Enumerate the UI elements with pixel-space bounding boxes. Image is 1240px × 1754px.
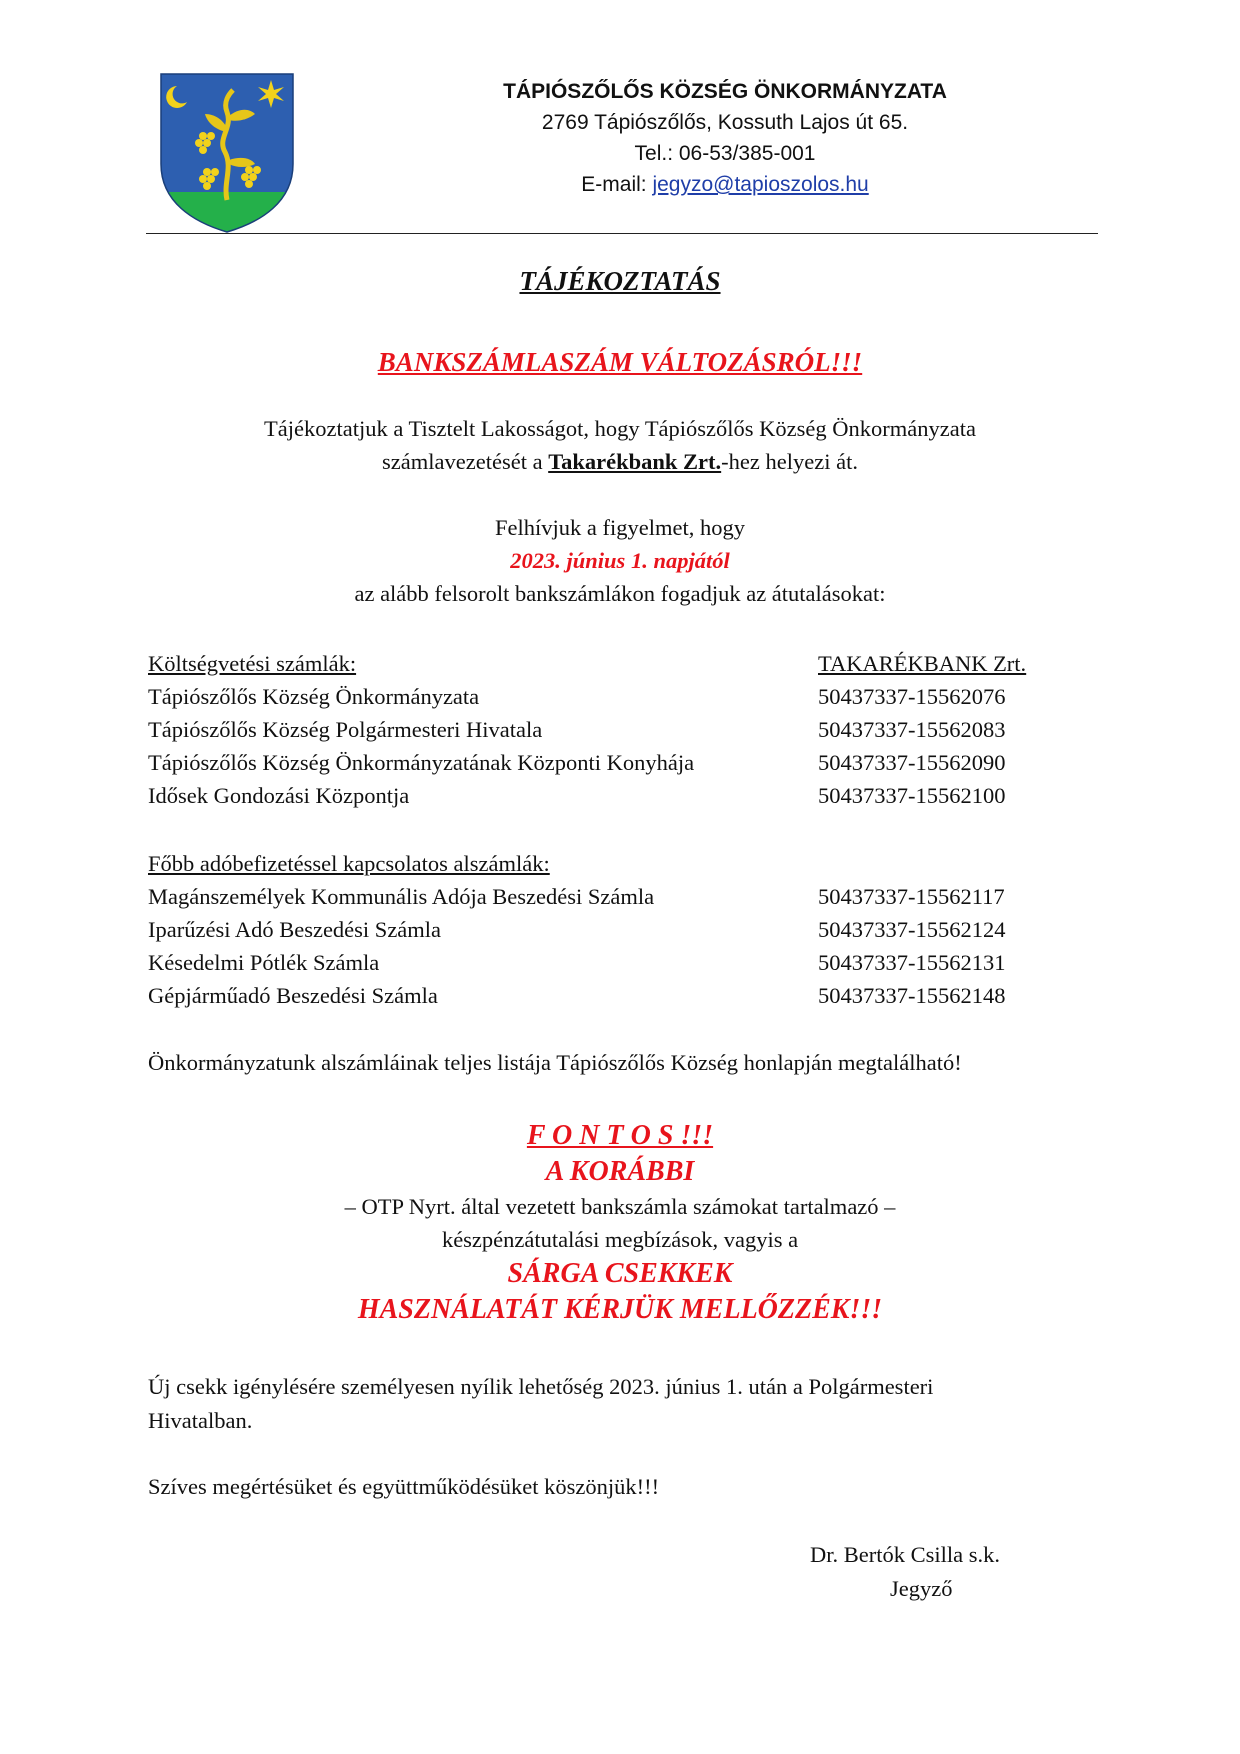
header-divider [146,233,1098,234]
table-row [148,913,1108,946]
letterhead [460,76,990,200]
org-name: TÁPIÓSZŐLŐS KÖZSÉG ÖNKORMÁNYZATA [503,80,947,103]
important-line-4: készpénzátutalási megbízások, vagyis a [441,1227,799,1252]
new-check-line-1: Új csekk igénylésére személyesen nyílik lehetőség 2023. június 1. után a Polgármesteri [148,1374,934,1399]
full-list-note: Önkormányzatunk alszámláinak teljes listája Tápiószőlős Község honlapján megtalálható! [148,1050,962,1075]
org-address: 2769 Tápiószőlős, Kossuth Lajos út 65. [541,111,909,134]
table-header-row [148,647,1108,680]
account-name: Tápiószőlős Község Polgármesteri Hivatala [148,717,543,742]
account-number: 50437337-15562131 [818,950,1006,975]
account-number: 50437337-15562148 [818,983,1006,1008]
account-number: 50437337-15562117 [818,884,1005,909]
budget-accounts-table [148,647,1108,812]
page-subtitle: BANKSZÁMLASZÁM VÁLTOZÁSRÓL!!! [377,347,863,377]
intro-line-2-pre: számlavezetését a [382,449,549,474]
intro-paragraph [0,412,1240,478]
effective-date: 2023. június 1. napjától [510,548,730,573]
account-number: 50437337-15562076 [818,684,1006,709]
table-row [148,880,1108,913]
important-notice [0,1118,1240,1328]
signature-block [810,1538,1050,1606]
account-name: Tápiószőlős Község Önkormányzatának Központi Konyhája [148,750,695,775]
account-number: 50437337-15562090 [818,750,1006,775]
account-number: 50437337-15562100 [818,783,1006,808]
notice-line-1: Felhívjuk a figyelmet, hogy [495,515,745,540]
avoid-heading: HASZNÁLATÁT KÉRJÜK MELLŐZZÉK!!! [357,1294,883,1325]
table-row [148,979,1108,1012]
important-line-3: – OTP Nyrt. által vezetett bankszámla számokat tartalmazó – [344,1194,896,1219]
new-check-line-2: Hivatalban. [148,1408,253,1433]
account-number: 50437337-15562124 [818,917,1006,942]
org-phone: Tel.: 06-53/385-001 [634,142,816,165]
tax-accounts-heading: Főbb adóbefizetéssel kapcsolatos alszámlák: [148,851,550,876]
account-name: Magánszemélyek Kommunális Adója Beszedési Számla [148,884,655,909]
table-row [148,713,1108,746]
signer-role: Jegyző [890,1576,953,1601]
important-heading: F O N T O S !!! [526,1120,714,1151]
earlier-heading: A KORÁBBI [545,1156,695,1187]
table-row [148,680,1108,713]
bank-column-heading: TAKARÉKBANK Zrt. [818,651,1027,676]
notice-paragraph [0,511,1240,610]
email-label: E-mail: [581,173,653,196]
account-name: Tápiószőlős Község Önkormányzata [148,684,480,709]
org-email-line [460,169,990,200]
intro-line-2 [0,445,1240,478]
table-row [148,946,1108,979]
account-name: Késedelmi Pótlék Számla [148,950,380,975]
account-name: Iparűzési Adó Beszedési Számla [148,917,442,942]
tax-accounts-table [148,847,1108,1012]
notice-line-3: az alább felsorolt bankszámlákon fogadjuk az átutalásokat: [354,581,886,606]
signer-name: Dr. Bertók Csilla s.k. [810,1542,1000,1567]
account-name: Idősek Gondozási Központja [148,783,410,808]
table-row [148,779,1108,812]
yellow-checks-heading: SÁRGA CSEKKEK [507,1258,733,1289]
thanks-line: Szíves megértésüket és együttműködésüket köszönjük!!! [148,1474,660,1499]
table-row [148,746,1108,779]
table-header-row [148,847,1108,880]
email-link[interactable]: jegyzo@tapioszolos.hu [652,173,869,196]
account-name: Gépjárműadó Beszedési Számla [148,983,438,1008]
new-check-paragraph [148,1370,1098,1438]
page-title: TÁJÉKOZTATÁS [519,266,721,296]
intro-line-1: Tájékoztatjuk a Tisztelt Lakosságot, hogy Tápiószőlős Község Önkormányzata [264,416,976,441]
budget-accounts-heading: Költségvetési számlák: [148,651,357,676]
coat-of-arms-logo [157,72,297,234]
bank-name: Takarékbank Zrt. [548,449,722,474]
account-number: 50437337-15562083 [818,717,1006,742]
intro-line-2-post: -hez helyezi át. [721,449,858,474]
